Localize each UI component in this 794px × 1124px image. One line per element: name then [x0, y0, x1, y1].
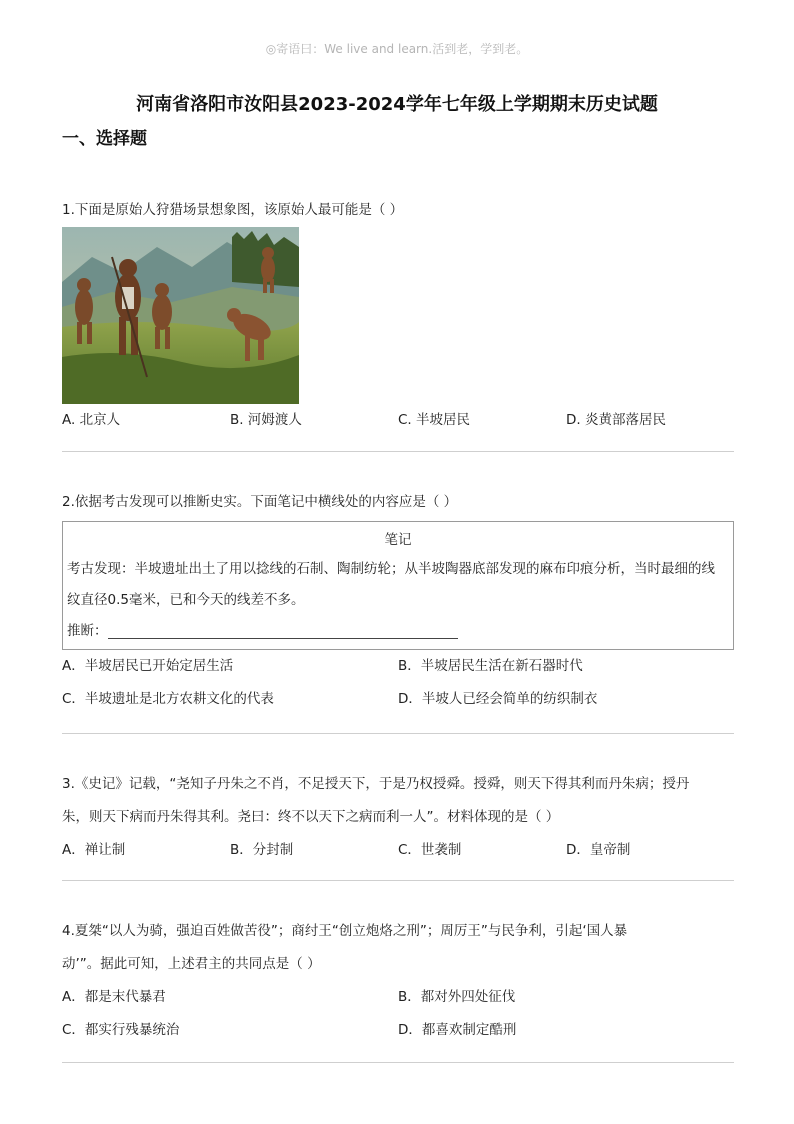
q1-option-b[interactable]: B. 河姆渡人	[230, 412, 302, 428]
page-title: 河南省洛阳市汝阳县2023-2024学年七年级上学期期末历史试题	[136, 94, 658, 115]
question-1-stem: 1.下面是原始人狩猎场景想象图，该原始人最可能是（ ）	[62, 202, 404, 218]
question-3-stem-line-1: 3.《史记》记载，“尧知子丹朱之不肖，不足授天下，于是乃权授舜。授舜，则天下得其利而丹朱病；授丹	[62, 776, 690, 792]
note-box	[62, 521, 734, 650]
inference-blank	[108, 621, 458, 639]
question-2	[62, 486, 734, 716]
q1-option-d[interactable]: D. 炎黄部落居民	[566, 412, 666, 428]
q4-option-d[interactable]: D．都喜欢制定酷刑	[398, 1022, 517, 1038]
question-3-stem-line-2: 朱，则天下病而丹朱得其利。尧曰：终不以天下之病而利一人”。材料体现的是（ ）	[62, 809, 560, 825]
question-4-stem-line-1: 4.夏桀“以人为骑，强迫百姓做苦役”；商纣王“创立炮烙之刑”；周厉王”与民争利，引起‘国人暴	[62, 923, 628, 939]
q4-option-b[interactable]: B．都对外四处征伐	[398, 989, 516, 1005]
q2-option-d[interactable]: D．半坡人已经会简单的纺织制衣	[398, 691, 598, 707]
q3-option-a[interactable]: A．禅让制	[62, 842, 126, 858]
note-heading: 笔记	[384, 532, 412, 548]
divider	[62, 733, 734, 734]
section-heading: 一、选择题	[62, 129, 147, 149]
divider	[62, 880, 734, 881]
note-inference	[67, 616, 729, 647]
q1-option-c[interactable]: C. 半坡居民	[398, 412, 471, 428]
question-2-stem: 2.依据考古发现可以推断史实。下面笔记中横线处的内容应是（ ）	[62, 494, 458, 510]
question-1	[62, 194, 734, 437]
question-4	[62, 915, 734, 1047]
q3-option-c[interactable]: C．世袭制	[398, 842, 462, 858]
hunting-scene-image	[62, 227, 299, 404]
q2-option-b[interactable]: B．半坡居民生活在新石器时代	[398, 658, 583, 674]
question-3	[62, 768, 734, 867]
inference-label: 推断：	[67, 623, 108, 639]
question-4-stem-line-2: 动’”。据此可知，上述君主的共同点是（ ）	[62, 956, 321, 972]
note-line-1: 考古发现：半坡遗址出土了用以捻线的石制、陶制纺轮；从半坡陶器底部发现的麻布印痕分析，当时最细的线	[67, 561, 715, 577]
q4-option-c[interactable]: C．都实行残暴统治	[62, 1022, 180, 1038]
divider	[62, 1062, 734, 1063]
note-line-2: 纹直径0.5毫米，已和今天的线差不多。	[67, 592, 305, 608]
q4-option-a[interactable]: A．都是末代暴君	[62, 989, 166, 1005]
q3-option-b[interactable]: B．分封制	[230, 842, 294, 858]
q2-option-c[interactable]: C．半坡遗址是北方农耕文化的代表	[62, 691, 274, 707]
divider	[62, 451, 734, 452]
q1-option-a[interactable]: A. 北京人	[62, 412, 121, 428]
watermark: ◎寄语曰：We live and learn.活到老，学到老。	[265, 42, 529, 56]
q3-option-d[interactable]: D．皇帝制	[566, 842, 631, 858]
q2-option-a[interactable]: A．半坡居民已开始定居生活	[62, 658, 234, 674]
